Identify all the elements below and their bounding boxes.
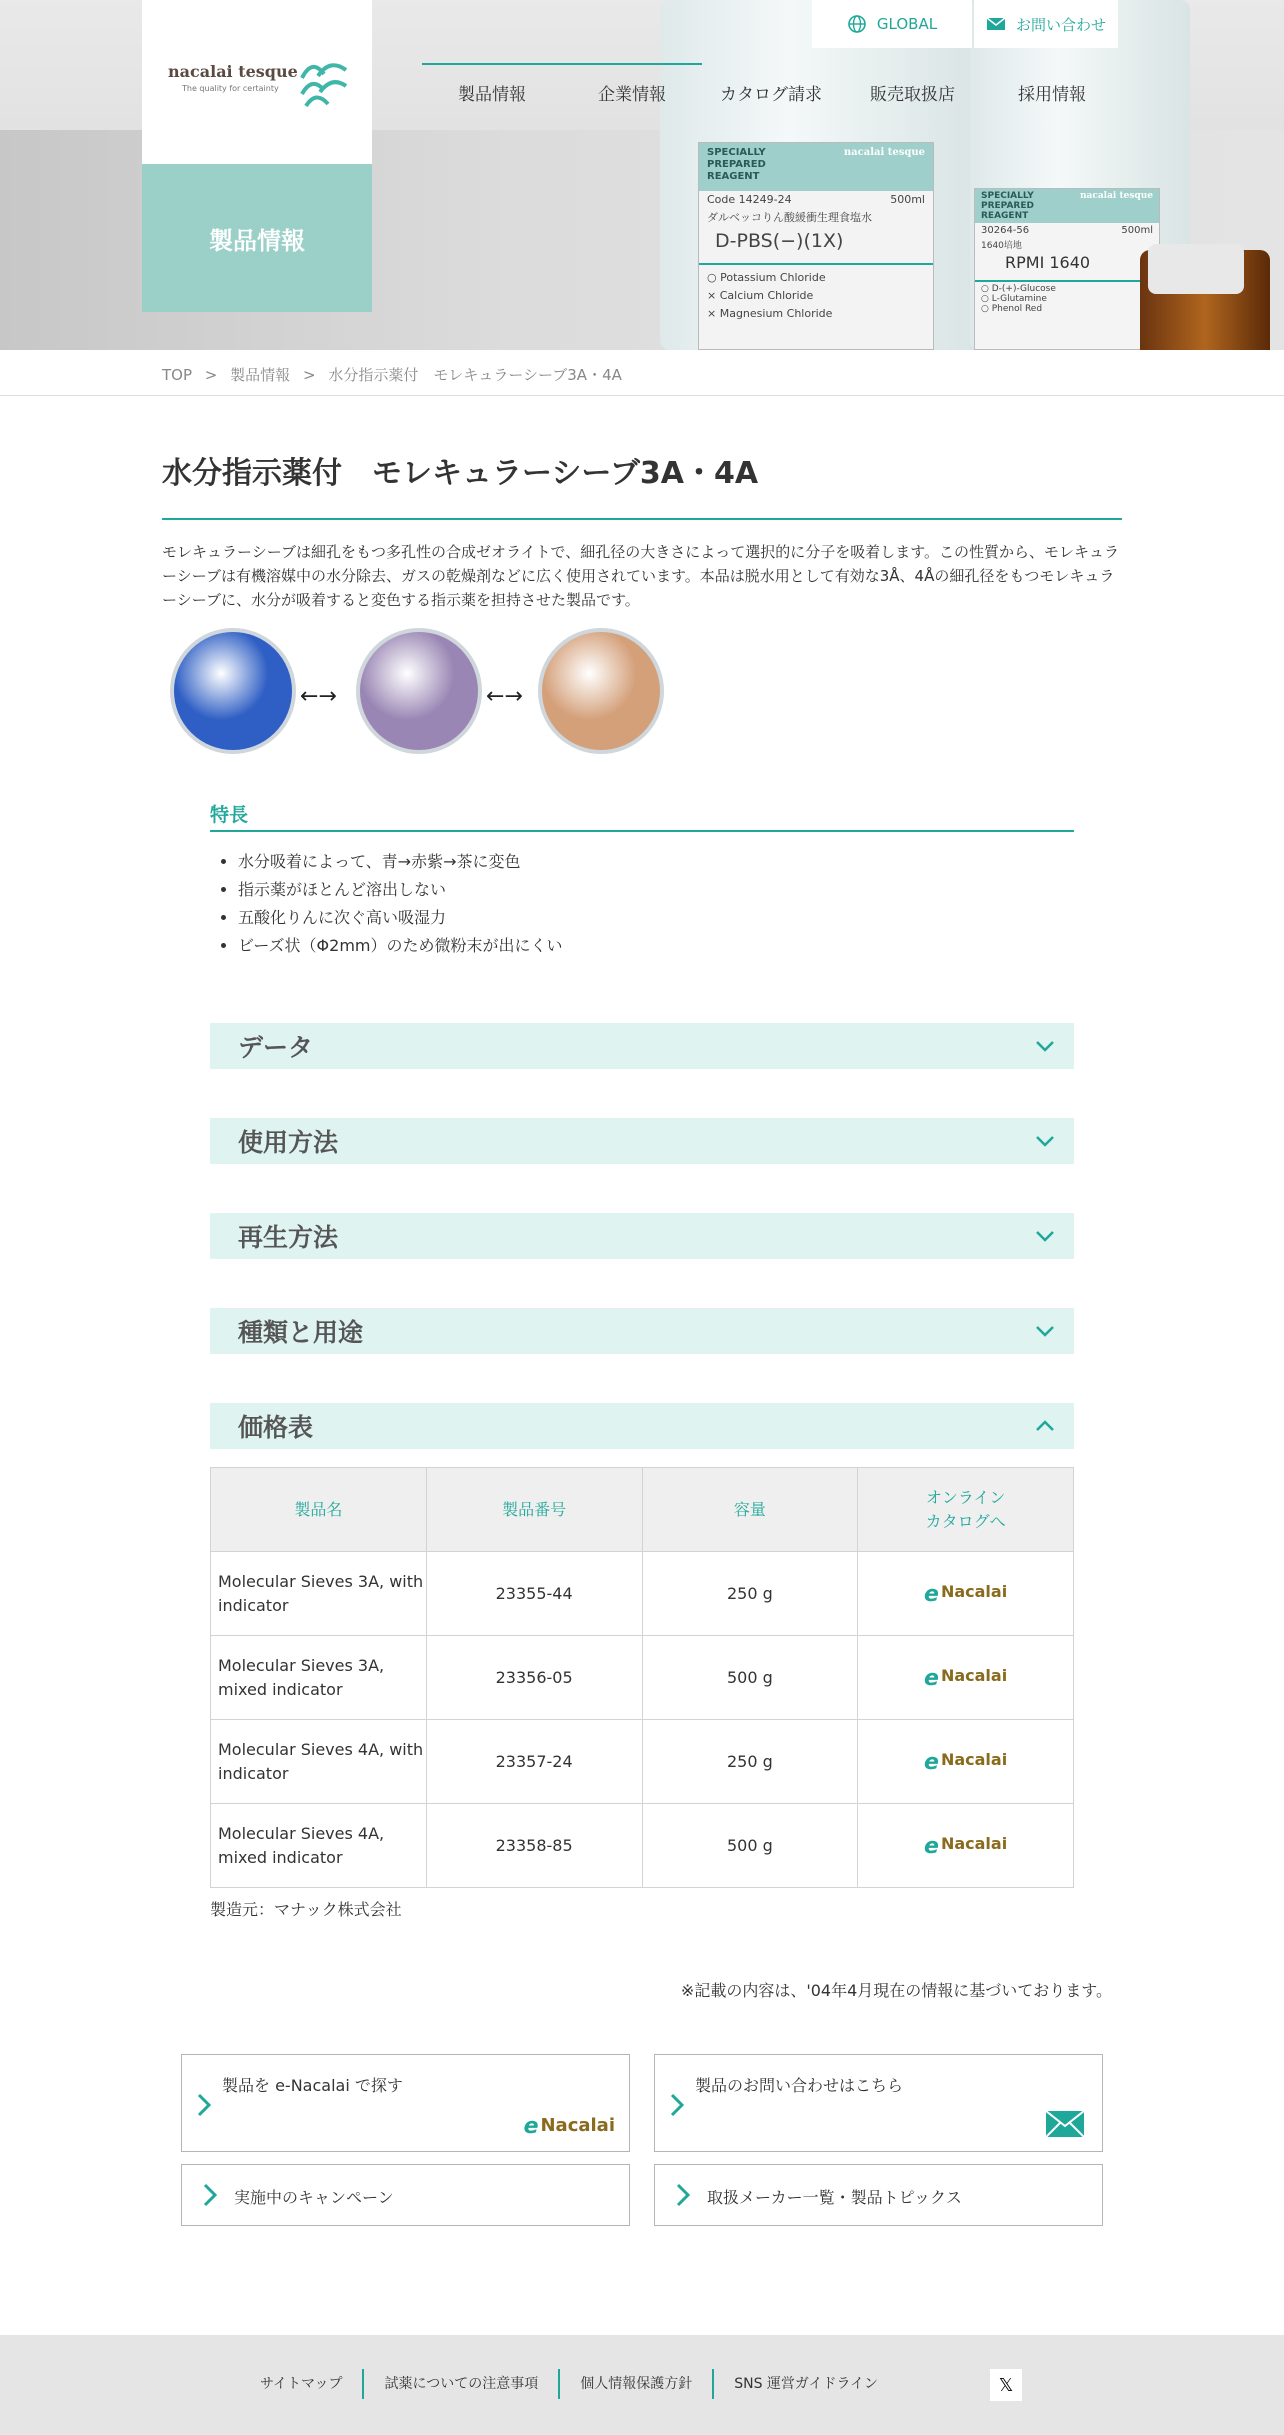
- product-code: 23356-05: [426, 1636, 642, 1720]
- chevron-down-icon: [1032, 1033, 1058, 1059]
- product-name: Molecular Sieves 4A, mixed indicator: [211, 1804, 427, 1888]
- chevron-down-icon: [1032, 1318, 1058, 1344]
- features-heading: 特長: [210, 804, 249, 826]
- accordion-price[interactable]: [210, 1403, 1074, 1449]
- list-item: • 指示薬がほとんど溶出しない: [238, 876, 563, 904]
- product-image: [170, 624, 670, 760]
- table-row: [211, 1636, 1074, 1720]
- column-header-name: 製品名: [211, 1468, 427, 1552]
- logo-name: nacalai tesque: [168, 62, 298, 81]
- e-nacalai-logo-icon: e Nacalai: [924, 1749, 1008, 1775]
- accordion-usage[interactable]: [210, 1118, 1074, 1164]
- section-title: 製品情報: [142, 164, 372, 312]
- accordion-label: 価格表: [238, 1413, 314, 1442]
- accordion-regeneration[interactable]: [210, 1213, 1074, 1259]
- accordion-label: 再生方法: [238, 1223, 339, 1252]
- product-name: Molecular Sieves 3A, with indicator: [211, 1552, 427, 1636]
- globe-icon: [847, 14, 867, 34]
- accordion-data[interactable]: [210, 1023, 1074, 1069]
- title-divider: [162, 518, 1122, 520]
- accordion-label: 種類と用途: [238, 1318, 364, 1347]
- product-inquiry-card[interactable]: [654, 2054, 1103, 2152]
- card-label: 実施中のキャンペーン: [234, 2188, 394, 2207]
- makers-topics-card[interactable]: [654, 2164, 1103, 2226]
- breadcrumb: [0, 350, 1284, 396]
- breadcrumb-top[interactable]: TOP: [162, 366, 193, 384]
- card-label: 製品を e-Nacalai で探す: [222, 2076, 403, 2095]
- column-header-size: 容量: [642, 1468, 858, 1552]
- card-label: 取扱メーカー一覧・製品トピックス: [707, 2188, 962, 2207]
- list-item: • 水分吸着によって、青→赤紫→茶に変色: [238, 848, 563, 876]
- search-e-nacalai-card[interactable]: [181, 2054, 630, 2152]
- chevron-right-icon: [202, 2183, 218, 2207]
- campaign-card[interactable]: [181, 2164, 630, 2226]
- breadcrumb-products[interactable]: 製品情報: [230, 366, 291, 384]
- chevron-right-icon: [669, 2093, 685, 2117]
- e-nacalai-logo-icon: e Nacalai: [924, 1581, 1008, 1607]
- arrow-icon: ←→: [486, 684, 523, 709]
- product-size: 250 g: [642, 1720, 858, 1804]
- product-code: 23357-24: [426, 1720, 642, 1804]
- table-header-row: [211, 1468, 1074, 1552]
- e-nacalai-logo-icon: e Nacalai: [523, 2114, 615, 2139]
- product-name: Molecular Sieves 4A, with indicator: [211, 1720, 427, 1804]
- intro-text: モレキュラーシーブは細孔をもつ多孔性の合成ゼオライトで、細孔径の大きさによって選択的に分子を吸着します。この性質から、モレキュラーシーブは有機溶媒中の水分除去、ガスの乾燥剤などに広く使用されています。本品は脱水用として有効な3Å、4Åの細孔径をもつモレキュラーシーブに、水分が吸着すると変色する指示薬を担持させた製品です。: [162, 543, 1120, 609]
- nav-item-catalog[interactable]: カタログ請求: [720, 85, 822, 105]
- manufacturer-note: 製造元：マナック株式会社: [210, 1900, 402, 1919]
- footer: [0, 2335, 1284, 2435]
- table-row: [211, 1804, 1074, 1888]
- accordion-types[interactable]: [210, 1308, 1074, 1354]
- table-row: [211, 1720, 1074, 1804]
- e-nacalai-link[interactable]: [858, 1636, 1074, 1720]
- chevron-down-icon: [1032, 1223, 1058, 1249]
- product-size: 500 g: [642, 1636, 858, 1720]
- features-divider: [210, 830, 1074, 832]
- footer-link-sitemap[interactable]: サイトマップ: [260, 2376, 343, 2392]
- logo-tagline: The quality for certainty: [182, 84, 279, 93]
- breadcrumb-separator: >: [204, 366, 218, 384]
- chevron-down-icon: [1032, 1128, 1058, 1154]
- nav-item-dealers[interactable]: 販売取扱店: [870, 85, 955, 105]
- chevron-right-icon: [196, 2093, 212, 2117]
- purple-beads-image: [356, 628, 482, 754]
- e-nacalai-link[interactable]: [858, 1720, 1074, 1804]
- date-note: ※記載の内容は、'04年4月現在の情報に基づいております。: [680, 1981, 1112, 2000]
- list-item: • ビーズ状（Φ2mm）のため微粉末が出にくい: [238, 932, 563, 960]
- product-size: 500 g: [642, 1804, 858, 1888]
- chevron-right-icon: [675, 2183, 691, 2207]
- footer-link-privacy[interactable]: 個人情報保護方針: [558, 2369, 712, 2399]
- accordion-label: 使用方法: [238, 1128, 339, 1157]
- product-code: 23355-44: [426, 1552, 642, 1636]
- nav-item-recruit[interactable]: 採用情報: [1018, 85, 1086, 105]
- mail-icon: [1046, 2111, 1084, 2137]
- footer-link-reagent-notes[interactable]: 試薬についての注意事項: [362, 2369, 558, 2399]
- column-header-code: 製品番号: [426, 1468, 642, 1552]
- product-name: Molecular Sieves 3A, mixed indicator: [211, 1636, 427, 1720]
- breadcrumb-current: 水分指示薬付 モレキュラーシーブ3A・4A: [328, 366, 622, 384]
- product-code: 23358-85: [426, 1804, 642, 1888]
- column-header-catalog: オンライン カタログへ: [858, 1468, 1074, 1552]
- table-row: [211, 1552, 1074, 1636]
- features-list: [238, 848, 563, 960]
- contact-label: お問い合わせ: [1015, 15, 1106, 34]
- footer-link-sns-guidelines[interactable]: SNS 運営ガイドライン: [712, 2369, 898, 2399]
- chevron-up-icon: [1032, 1413, 1058, 1439]
- nav-item-company[interactable]: 企業情報: [598, 85, 666, 105]
- logo-wave-icon: [298, 56, 350, 108]
- card-label: 製品のお問い合わせはこちら: [695, 2076, 904, 2095]
- nav-item-products[interactable]: 製品情報: [458, 85, 526, 105]
- accordion-label: データ: [238, 1033, 314, 1062]
- arrow-icon: ←→: [300, 684, 337, 709]
- price-table: [210, 1467, 1074, 1888]
- brown-beads-image: [538, 628, 664, 754]
- e-nacalai-link[interactable]: [858, 1804, 1074, 1888]
- global-nav: [422, 64, 1122, 118]
- product-size: 250 g: [642, 1552, 858, 1636]
- breadcrumb-separator: >: [302, 366, 316, 384]
- global-label: GLOBAL: [876, 15, 938, 33]
- site-logo[interactable]: [142, 0, 372, 164]
- list-item: • 五酸化りんに次ぐ高い吸湿力: [238, 904, 563, 932]
- bottle-label: SPECIALLY PREPARED REAGENT nacalai tesque 30264-56 500ml 1640培地 RPMI 1640 ○ D-(+)-Glucose ○ L-Glutamine ○ Phenol Red: [974, 188, 1160, 350]
- e-nacalai-link[interactable]: [858, 1552, 1074, 1636]
- page-title: 水分指示薬付 モレキュラーシーブ3A・4A: [162, 456, 759, 491]
- e-nacalai-logo-icon: e Nacalai: [924, 1833, 1008, 1859]
- contact-button[interactable]: [974, 0, 1118, 48]
- bottle-label: SPECIALLY PREPARED REAGENT nacalai tesque Code 14249-24 500ml ダルベッコりん酸緩衝生理食塩水 D-PBS(−)(1X) ○ Potassium Chloride × Calcium Chloride × Magnesium Chloride: [698, 142, 934, 350]
- mail-icon: [986, 16, 1006, 32]
- footer-links: [240, 2369, 898, 2399]
- blue-beads-image: [170, 628, 296, 754]
- global-button[interactable]: [812, 0, 972, 48]
- x-social-icon[interactable]: 𝕏: [990, 2369, 1022, 2401]
- e-nacalai-logo-icon: e Nacalai: [924, 1665, 1008, 1691]
